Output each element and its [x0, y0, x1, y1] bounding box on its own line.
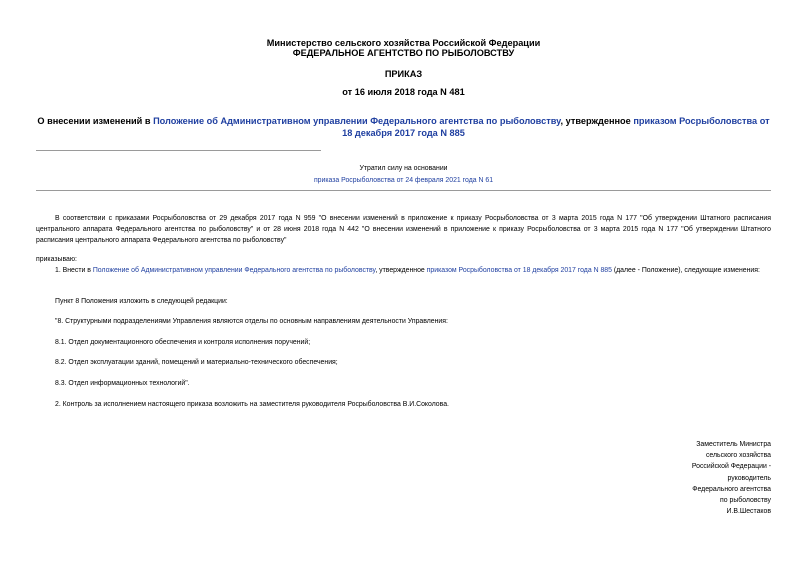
- preamble: В соответствии с приказами Росрыболовства от 29 декабря 2017 года N 959 "О внесении изменений в приложение к приказу Росрыболовства от 3 марта 2015 года N 177 "Об утверждении Штатного расписания центрального аппарата Федерального агентства по рыболовству" и от 28 июня 2018 года N 442 "О внесении изменений в приложение к приказу Росрыболовства от 3 марта 2015 года N 177 "Об утверждении Штатного расписания центрального аппарата Федерального агентства по рыболовству": [36, 215, 771, 244]
- signature-line: Федерального агентства: [692, 485, 771, 493]
- signature-line: руководитель: [727, 474, 771, 482]
- title-link-order[interactable]: приказом Росрыболовства от 18 декабря 2017 года N 885: [342, 116, 770, 138]
- status-note-link-line: [0, 175, 807, 186]
- item1-suffix: (далее - Положение), следующие изменения:: [611, 267, 760, 274]
- status-note-link[interactable]: приказа Росрыболовства от 24 февраля 2021 года N 61: [313, 177, 494, 184]
- title-prefix: О внесении изменений в: [37, 116, 154, 126]
- signature-block: [631, 439, 771, 517]
- p8-3: 8.3. Отдел информационных технологий".: [55, 380, 190, 387]
- title-link-regulation[interactable]: Положение об Административном управлении Федерального агентства по рыболовству: [153, 116, 561, 126]
- doc-type: ПРИКАЗ: [384, 69, 423, 79]
- divider-short: [36, 150, 321, 151]
- item1-link-order[interactable]: приказом Росрыболовства от 18 декабря 2017 года N 885: [426, 267, 612, 274]
- doc-title: [36, 115, 771, 139]
- signature-line: сельского хозяйства: [705, 452, 771, 460]
- item-1: [36, 265, 771, 276]
- item1-mid: , утвержденное: [375, 267, 427, 274]
- ministry-name: Министерство сельского хозяйства Российской Федерации: [266, 38, 541, 48]
- doc-date-number: от 16 июля 2018 года N 481: [342, 87, 465, 97]
- signature-line: Заместитель Министра: [696, 441, 771, 448]
- signatory-name: И.В.Шестаков: [726, 508, 771, 516]
- divider-long: [36, 190, 771, 191]
- p8-2: 8.2. Отдел эксплуатации зданий, помещений и материально-технического обеспечения;: [55, 359, 338, 366]
- p8-1: 8.1. Отдел документационного обеспечения и контроля исполнения поручений;: [55, 339, 311, 346]
- signature-line: по рыболовству: [720, 497, 771, 505]
- item1-link-regulation[interactable]: Положение об Административном управлении Федерального агентства по рыболовству: [92, 267, 376, 274]
- p8-intro: Пункт 8 Положения изложить в следующей редакции:: [55, 298, 228, 305]
- order-word: приказываю:: [36, 256, 77, 263]
- p8-text: "8. Структурными подразделениями Управления являются отделы по основным направлениям деятельности Управления:: [55, 318, 448, 325]
- signature-line: Российской Федерации -: [691, 463, 771, 471]
- title-middle: , утвержденное: [560, 116, 634, 126]
- status-note-text: Утратил силу на основании: [359, 165, 448, 172]
- item-2: 2. Контроль за исполнением настоящего приказа возложить на заместителя руководителя Росрыболовства В.И.Соколова.: [55, 401, 449, 408]
- agency-name: ФЕДЕРАЛЬНОЕ АГЕНТСТВО ПО РЫБОЛОВСТВУ: [292, 48, 515, 58]
- item1-prefix: 1. Внести в: [55, 267, 93, 274]
